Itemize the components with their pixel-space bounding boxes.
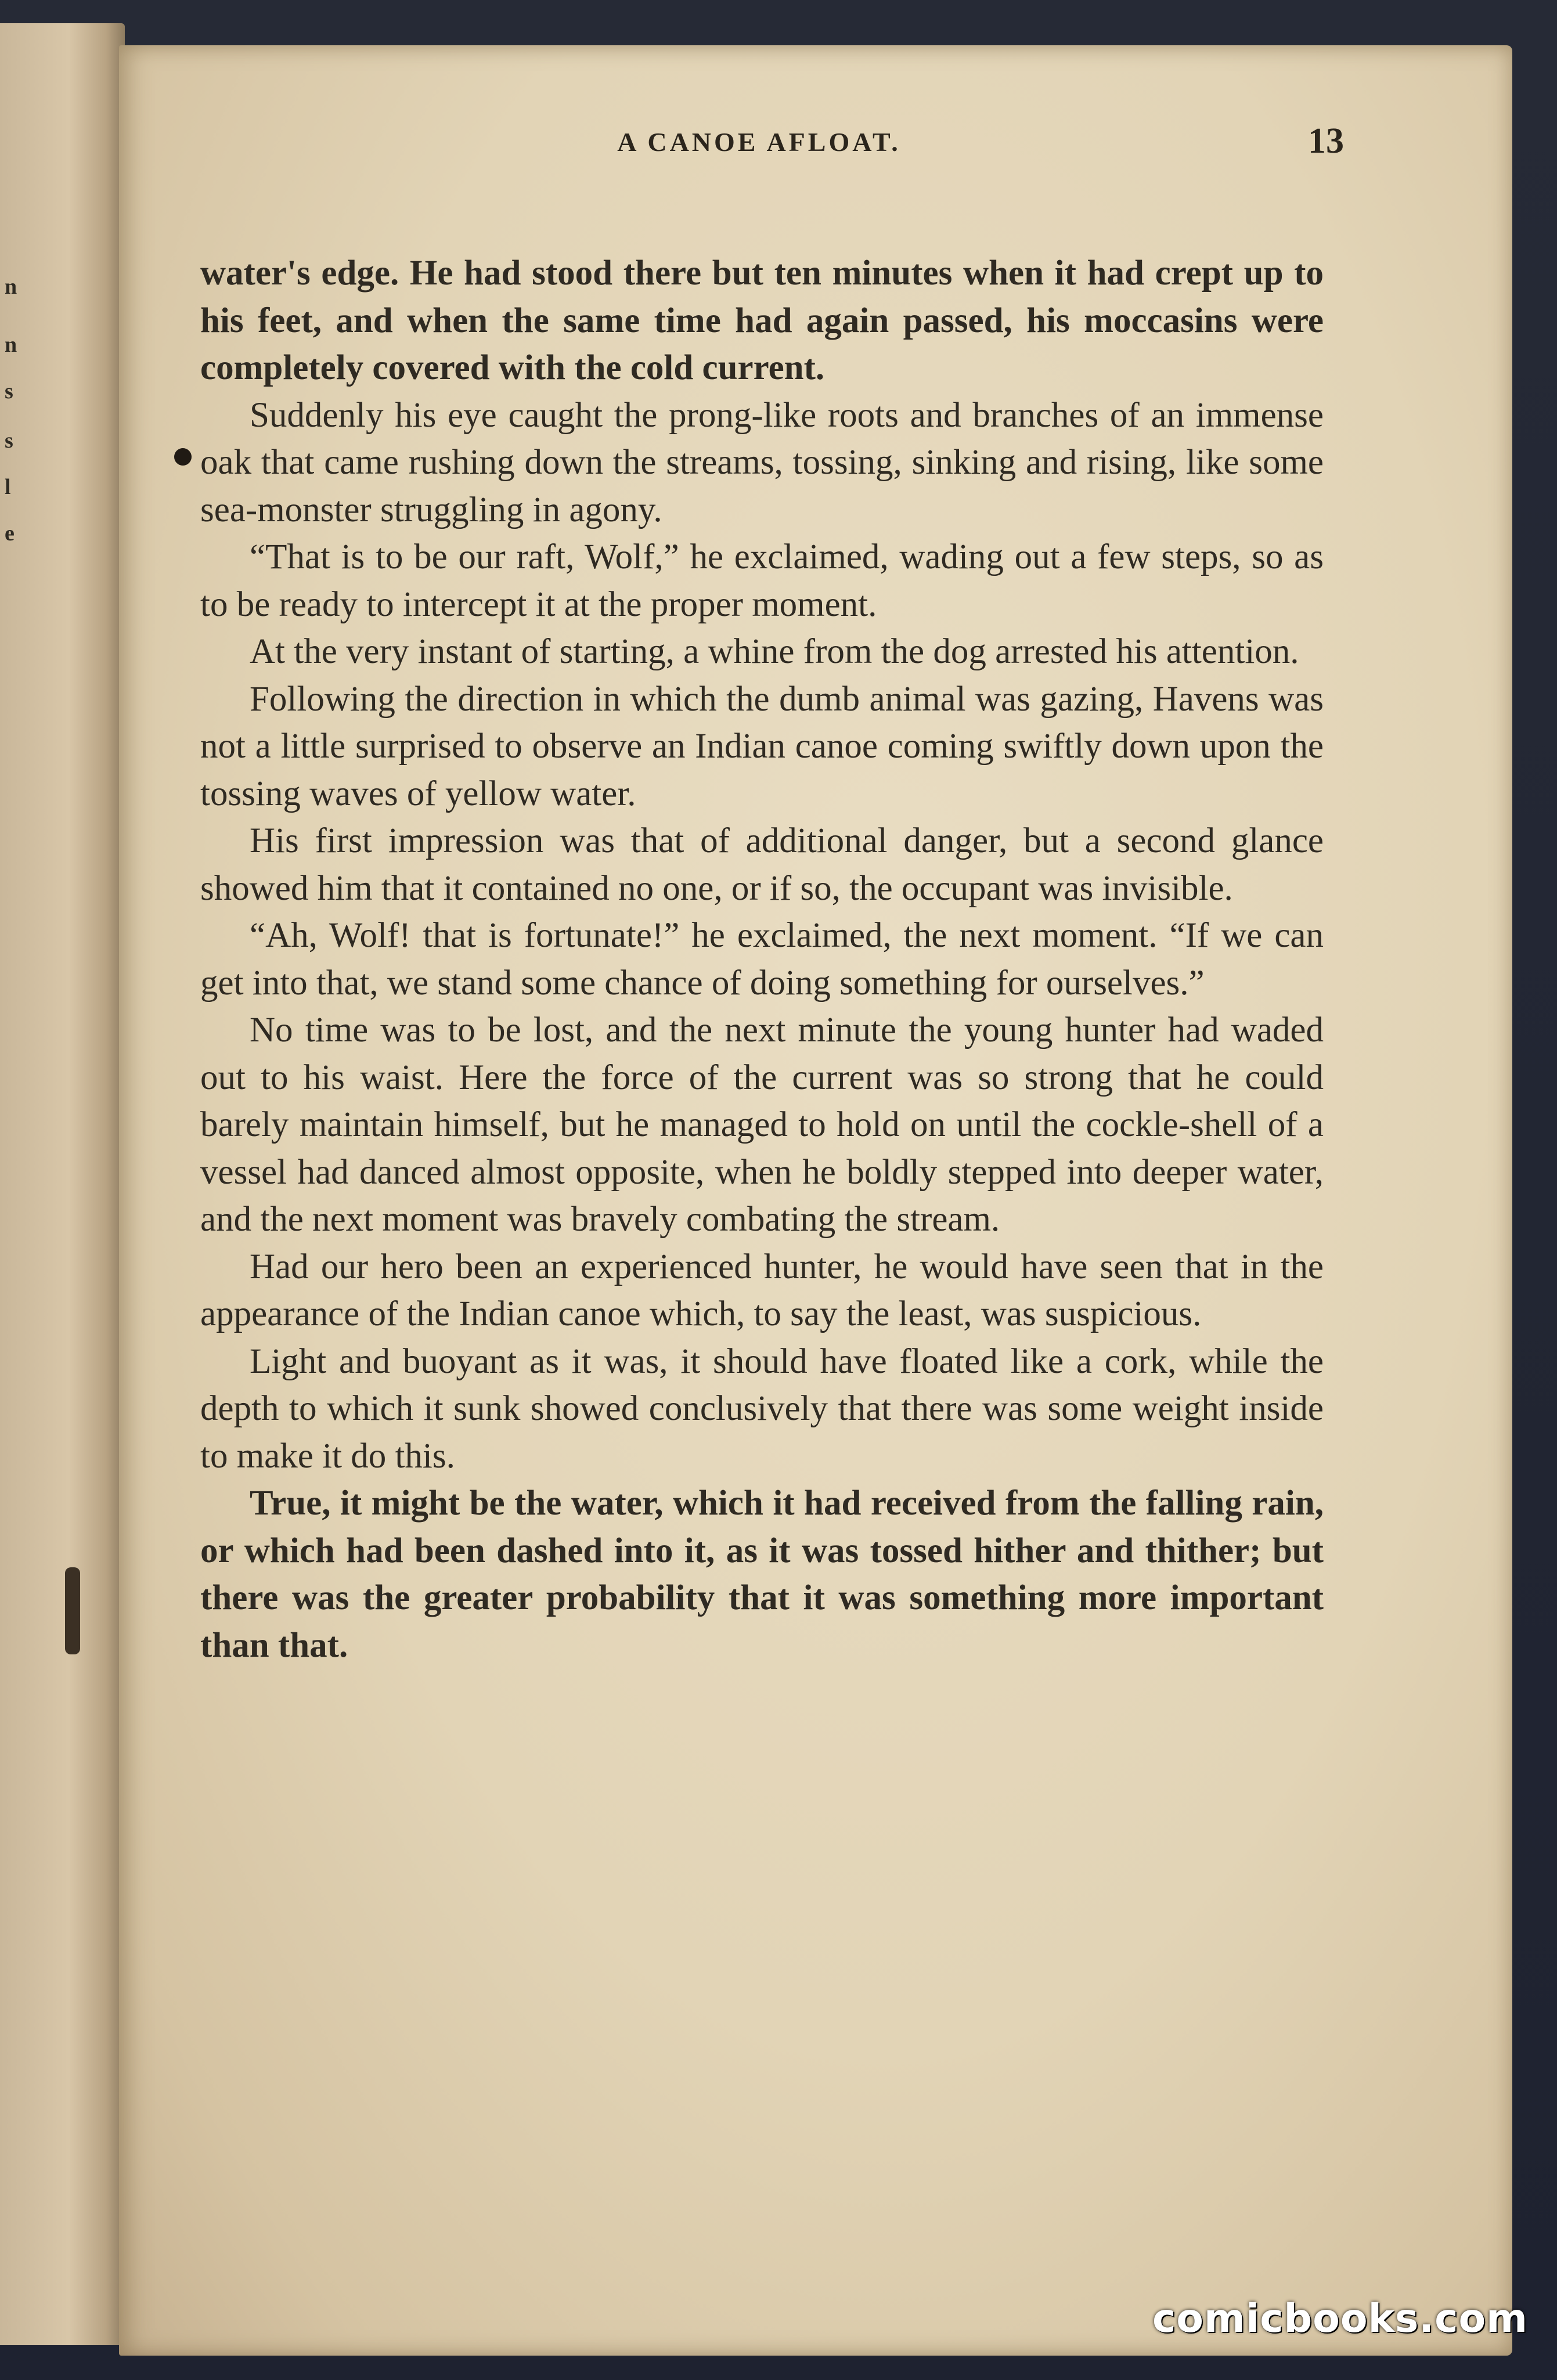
page-header bbox=[174, 116, 1344, 186]
paragraph: Suddenly his eye caught the prong-like roots and branches of an immense oak that came rushing down the streams, tossing, sinking and rising, like some sea-monster struggling in agony. bbox=[200, 395, 1324, 529]
left-page-edge bbox=[0, 23, 125, 2345]
paragraph: “That is to be our raft, Wolf,” he exclaimed, wading out a few steps, so as to be ready to intercept it at the proper moment. bbox=[200, 538, 1324, 624]
body-text bbox=[200, 250, 1324, 1669]
paragraph: His first impression was that of additional danger, but a second glance showed him that it contained no one, or if so, the occupant was invisible. bbox=[200, 821, 1324, 908]
watermark: comicbooks.com bbox=[1152, 2296, 1529, 2342]
left-page-fragment: e bbox=[5, 521, 15, 546]
paragraph: water's edge. He had stood there but ten minutes when it had crept up to his feet, and when the same time had again passed, his moccasins were completely covered with the cold current. bbox=[200, 254, 1324, 387]
left-page-fragment: n bbox=[5, 333, 17, 357]
paper-hole-mark bbox=[174, 448, 192, 466]
paragraph: Following the direction in which the dumb animal was gazing, Havens was not a little surprised to observe an Indian canoe coming swiftly down upon the tossing waves of yellow water. bbox=[200, 679, 1324, 813]
left-page-fragment: n bbox=[5, 275, 17, 299]
left-page-fragment: s bbox=[5, 428, 13, 453]
paragraph: True, it might be the water, which it had received from the falling rain, or which had been dashed into it, as it was tossed hither and thither; but there was the greater probability that it was something more important than that. bbox=[200, 1484, 1324, 1665]
left-page-fragment: l bbox=[5, 475, 11, 499]
paragraph: At the very instant of starting, a whine from the dog arrested his attention. bbox=[250, 632, 1299, 671]
running-title: A CANOE AFLOAT. bbox=[617, 127, 901, 157]
binding-thread-mark bbox=[65, 1567, 80, 1654]
paragraph: Light and buoyant as it was, it should have floated like a cork, while the depth to which it sunk showed conclusively that there was some weight inside to make it do this. bbox=[200, 1342, 1324, 1476]
paragraph: No time was to be lost, and the next minute the young hunter had waded out to his waist. Here the force of the current was so strong that he could barely maintain himself, but he managed to hold on until the cockle-shell of a vessel had danced almost opposite, when he boldly stepped into deeper water, and the next moment was bravely combating the stream. bbox=[200, 1011, 1324, 1239]
paragraph: Had our hero been an experienced hunter, he would have seen that in the appearance of the Indian canoe which, to say the least, was suspicious. bbox=[200, 1247, 1324, 1333]
paragraph: “Ah, Wolf! that is fortunate!” he exclaimed, the next moment. “If we can get into that, we stand some chance of doing something for ourselves.” bbox=[200, 916, 1324, 1003]
left-page-fragment: s bbox=[5, 379, 13, 403]
page-number: 13 bbox=[1308, 121, 1344, 161]
